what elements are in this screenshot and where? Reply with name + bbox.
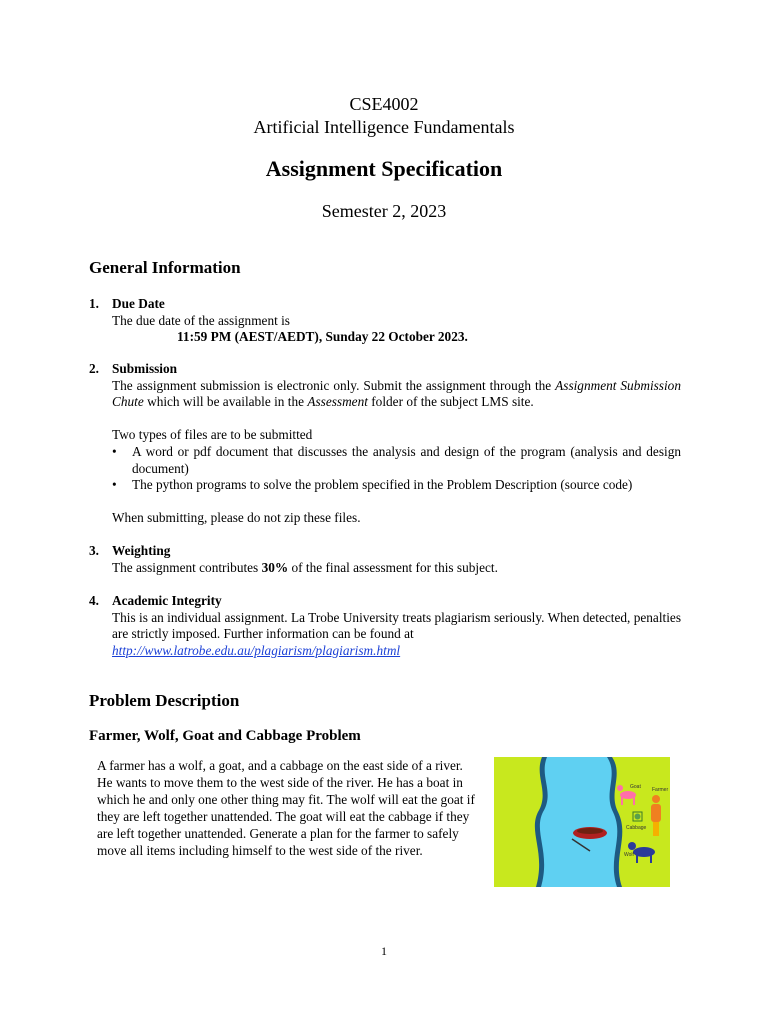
list-item: • The python programs to solve the problem specified in the Problem Description (source code) [112,477,633,493]
due-date-section [89,296,681,346]
no-zip-note: When submitting, please do not zip these files. [112,510,361,526]
weighting-section [89,543,681,576]
farmer-label: Farmer [652,787,669,793]
submission-section [89,361,681,527]
river-crossing-illustration [494,757,670,887]
section-number: 3. [89,543,99,558]
due-date-heading: Due Date [112,296,165,311]
due-date-text: The due date of the assignment is [112,312,290,328]
section-number: 4. [89,593,99,608]
wolf-label: Wolf [624,852,634,858]
section-number: 2. [89,361,99,376]
list-item: • A word or pdf document that discusses the analysis and design of the program (analysis and design document) [112,443,681,476]
river-crossing-image [494,757,670,887]
submission-heading: Submission [112,361,178,376]
academic-integrity-text: This is an individual assignment. La Trobe University treats plagiarism seriously. When detected, penalties are strictly imposed. Further information can be found at [112,609,681,642]
general-information-heading: General Information [89,258,241,277]
due-date-value: 11:59 PM (AEST/AEDT), Sunday 22 October 2023. [177,329,468,345]
course-name: Artificial Intelligence Fundamentals [253,117,515,137]
problem-paragraph: A farmer has a wolf, a goat, and a cabbage on the east side of a river. He wants to move them to the west side of the river. He has a boat in which he and only one other thing may fit. The wolf will eat the goat if they are left together unattended. The goat will eat the cabbage if they are left together unattended. Generate a plan for the farmer to safely move all items including himself to the west side of the river. [97,758,475,858]
problem-description-heading: Problem Description [89,691,240,710]
submission-text: The assignment submission is electronic only. Submit the assignment through the Assignment Submission Chute which will be available in the Assessment folder of the subject LMS site. [112,377,681,410]
academic-integrity-section [89,593,681,659]
weighting-text: The assignment contributes 30% of the final assessment for this subject. [112,559,498,575]
page-number: 1 [381,944,387,958]
file-types-intro: Two types of files are to be submitted [112,427,313,443]
academic-integrity-heading: Academic Integrity [112,593,222,608]
semester: Semester 2, 2023 [321,201,447,221]
goat-label: Goat [630,784,641,790]
problem-subheading: Farmer, Wolf, Goat and Cabbage Problem [89,728,361,744]
document-title: Assignment Specification [265,156,503,181]
cabbage-label: Cabbage [626,825,647,831]
course-code: CSE4002 [349,94,419,114]
section-number: 1. [89,296,99,311]
plagiarism-link[interactable]: http://www.latrobe.edu.au/plagiarism/plagiarism.html [112,642,401,658]
weighting-heading: Weighting [112,543,171,558]
